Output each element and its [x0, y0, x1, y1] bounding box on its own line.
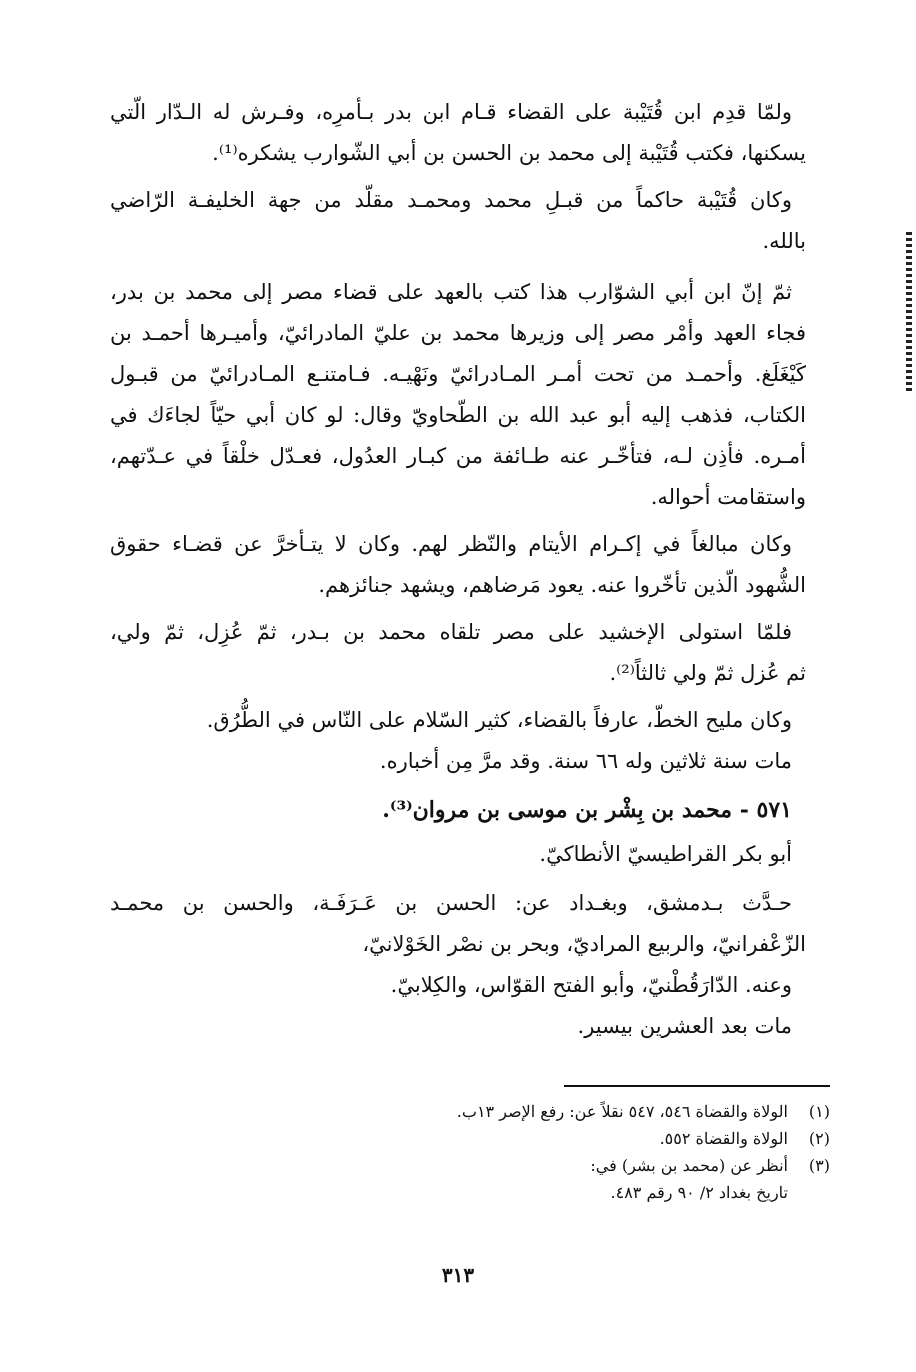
- page-number: ٣١٣: [441, 1263, 475, 1287]
- footnote-number: (٢): [808, 1129, 830, 1148]
- text-line: الكتاب، فذهب إليه أبو عبد الله بن الطّحاويّ وقال: لو كان أبي حيّاً لجاءَك في: [110, 403, 806, 427]
- paragraph: [110, 180, 806, 262]
- footnote-text: تاريخ بغداد ٢/ ٩٠ رقم ٤٨٣.: [610, 1183, 788, 1202]
- paragraph: [110, 92, 806, 174]
- footnotes: [270, 1098, 830, 1206]
- text-line: ثمّ إنّ ابن أبي الشوّارب هذا كتب بالعهد على قضاء مصر إلى محمد بن بدر،: [110, 280, 792, 304]
- footnote-text: الولاة والقضاة ٥٥٢.: [659, 1129, 788, 1148]
- paragraph: [110, 883, 806, 1047]
- text-line: واستقامت أحواله.: [650, 485, 806, 509]
- paragraph: [110, 612, 806, 694]
- text-line: ولمّا قدِم ابن قُتَيْبة على القضاء قـام ابن بدر بـأمرِه، وفـرش له الـدّار الّتي: [110, 100, 792, 124]
- footnote: [270, 1125, 830, 1152]
- entry-heading: ٥٧١ - محمد بن بِشْر بن موسى بن مروان⁽³⁾.: [382, 797, 792, 823]
- footnote-text: أنظر عن (محمد بن بشر) في:: [590, 1156, 788, 1175]
- text-line: وعنه. الدّارَقُطْنيّ، وأبو الفتح القوّاس، والكِلابيّ.: [390, 973, 792, 997]
- text-line: ثم عُزل ثمّ ولي ثالثاً⁽²⁾.: [609, 661, 806, 685]
- text-line: كَيْغَلَغ. وأحمـد من تحت أمـر المـادرائيّ ونَهْيـه. فـامتنـع المـادرائيّ من قبـول: [110, 362, 806, 386]
- text-line: الشُّهود الّذين تأخّروا عنه. يعود مَرضاهم، ويشهد جنائزهم.: [318, 573, 806, 597]
- text-line: مات سنة ثلاثين وله ٦٦ سنة. وقد مرَّ مِن أخباره.: [379, 749, 792, 773]
- footnote-divider: [564, 1085, 830, 1087]
- paragraph: [110, 272, 806, 518]
- text-line: وكان مبالغاً في إكـرام الأيتام والنّظر لهم. وكان لا يتـأخرَّ عن قضـاء حقوق: [110, 532, 792, 556]
- text-line: فجاء العهد وأمْر مصر إلى وزيرها محمد بن عليّ المادرائيّ، وأميـرها أحمـد بن: [110, 321, 806, 345]
- footnote: [270, 1098, 830, 1125]
- footnote-number: (٣): [808, 1156, 830, 1175]
- text-line: أبو بكر القراطيسيّ الأنطاكيّ.: [539, 842, 792, 866]
- page-body: [110, 92, 806, 1053]
- text-line: الزّعْفرانيّ، والربيع المراديّ، وبحر بن نصْر الخَوْلانيّ،: [362, 932, 806, 956]
- footnote-number: (١): [808, 1102, 830, 1121]
- text-line: مات بعد العشرين بيسير.: [577, 1014, 792, 1038]
- paragraph: [110, 834, 806, 875]
- margin-mark: [906, 232, 912, 392]
- text-line: وكان مليح الخطّ، عارفاً بالقضاء، كثير السّلام على النّاس في الطُّرُق.: [206, 708, 792, 732]
- footnote: [270, 1152, 830, 1206]
- paragraph: [110, 700, 806, 782]
- paragraph: [110, 524, 806, 606]
- text-line: يسكنها، فكتب قُتَيْبة إلى محمد بن الحسن بن أبي الشّوارب يشكره⁽¹⁾.: [212, 141, 806, 165]
- text-line: بالله.: [762, 229, 806, 253]
- text-line: حـدَّث بـدمشق، وبغـداد عن: الحسن بن عَـرَفَـة، والحسن بن محمـد: [110, 891, 792, 915]
- footnote-text: الولاة والقضاة ٥٤٦، ٥٤٧ نقلاً عن: رفع الإصر ١٣ب.: [456, 1102, 788, 1121]
- text-line: أمـره. فأذِن لـه، فتأخّـر عنه طـائفة من كبـار العدُول، فعـدّل خلْقاً في عـدّتهم،: [110, 444, 806, 468]
- text-line: وكان قُتَيْبة حاكماً من قبـلِ محمد ومحمـد مقلّد من جهة الخليفـة الرّاضي: [110, 188, 792, 212]
- text-line: فلمّا استولى الإخشيد على مصر تلقاه محمد بن بـدر، ثمّ عُزِل، ثمّ ولي،: [110, 620, 792, 644]
